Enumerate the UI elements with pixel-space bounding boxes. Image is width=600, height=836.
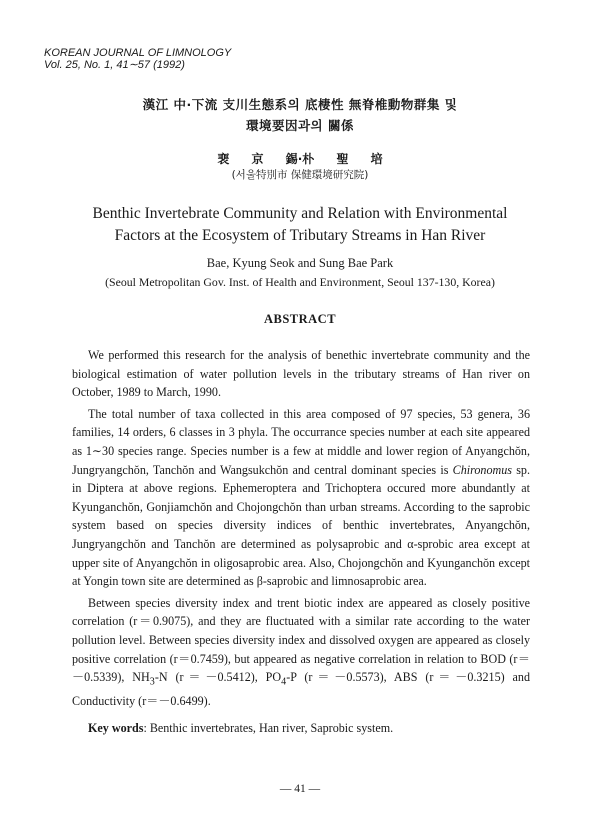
species-name: Chironomus xyxy=(452,462,512,477)
abstract-text: -N (r＝－0.5412), PO xyxy=(154,670,282,685)
abstract-heading: ABSTRACT xyxy=(263,312,337,326)
abstract-text: sp. in Diptera at above regions. Ephemeroptera and Trichoptera occured more abundantly at Kyunganchŏn, Gonjiamchŏn and Chojongchŏn than urban streams. According to the saprobic system based on species diversity indices of benthic invertebrates, Anyangchŏn, Jungryangchŏn and Tanchŏn are determined as polysaprobic and α-sprobic area except at upper site of Anyangchŏn in oligosaprobic area. Also, Chojongchŏn and Kyunganchŏn except at Yongin town site are determined as β-saprobic and limnosaprobic area. xyxy=(72,462,530,589)
korean-title-line1: 漢江 中·下流 支川生態系의 底棲性 無脊椎動物群集 및 xyxy=(142,97,458,112)
keywords-text: : Benthic invertebrates, Han river, Saprobic system. xyxy=(143,721,394,735)
abstract-text: -P (r＝－0.5573), ABS (r＝－0.3215) and Conductivity (r＝－0.6499). xyxy=(72,670,530,709)
abstract-paragraph xyxy=(72,594,530,711)
keywords xyxy=(88,721,393,736)
abstract-text: The total number of taxa collected in this area composed of 97 species, 53 genera, 36 families, 14 orders, 6 classes in 3 phyla. The occurrance species number at each site appeared as 1∼30 species range. Species number is a few at middle and lower region of Anyangchŏn, Jungryangchŏn, Tanchŏn and Wangsukchŏn and central dominant species is xyxy=(72,406,530,477)
korean-title xyxy=(0,94,600,136)
journal-header xyxy=(44,47,231,71)
english-affiliation: (Seoul Metropolitan Gov. Inst. of Health and Environment, Seoul 137-130, Korea) xyxy=(105,275,495,289)
subscript: 4 xyxy=(281,676,287,688)
korean-title-line2: 環境要因과의 關係 xyxy=(245,118,354,133)
korean-affiliation: (서울特別市 保健環境研究院) xyxy=(231,169,369,181)
abstract-body xyxy=(72,346,530,714)
abstract-paragraph: We performed this research for the analysis of benethic invertebrate community and the biological estimation of water pollution levels in the tributary streams of Han river on October, 1989 to March, 1990. xyxy=(72,348,530,400)
journal-name: KOREAN JOURNAL OF LIMNOLOGY xyxy=(44,47,232,59)
journal-citation: Vol. 25, No. 1, 41∼57 (1992) xyxy=(44,59,185,71)
page-number: — 41 — xyxy=(279,783,321,795)
subscript: 3 xyxy=(149,676,155,688)
english-title xyxy=(0,203,600,247)
korean-authors: 裵 京 錫·朴 聖 培 xyxy=(217,152,383,166)
abstract-text: Between species diversity index and trent biotic index are appeared as closely positive correlation (r＝0.9075), and they are fluctuated with a similar rate according to the water pollution level. Between species diversity index and dissolved oxygen are appeared as closely positive correlation (r＝0.7459), but appeared as negative correlation in relation to BOD (r＝－0.5339), NH xyxy=(72,595,530,685)
english-authors: Bae, Kyung Seok and Sung Bae Park xyxy=(206,256,394,270)
english-title-line2: Factors at the Ecosystem of Tributary Streams in Han River xyxy=(114,227,486,244)
abstract-paragraph xyxy=(72,405,530,591)
english-title-line1: Benthic Invertebrate Community and Relation with Environmental xyxy=(92,205,508,222)
keywords-label: Key words xyxy=(88,721,144,735)
